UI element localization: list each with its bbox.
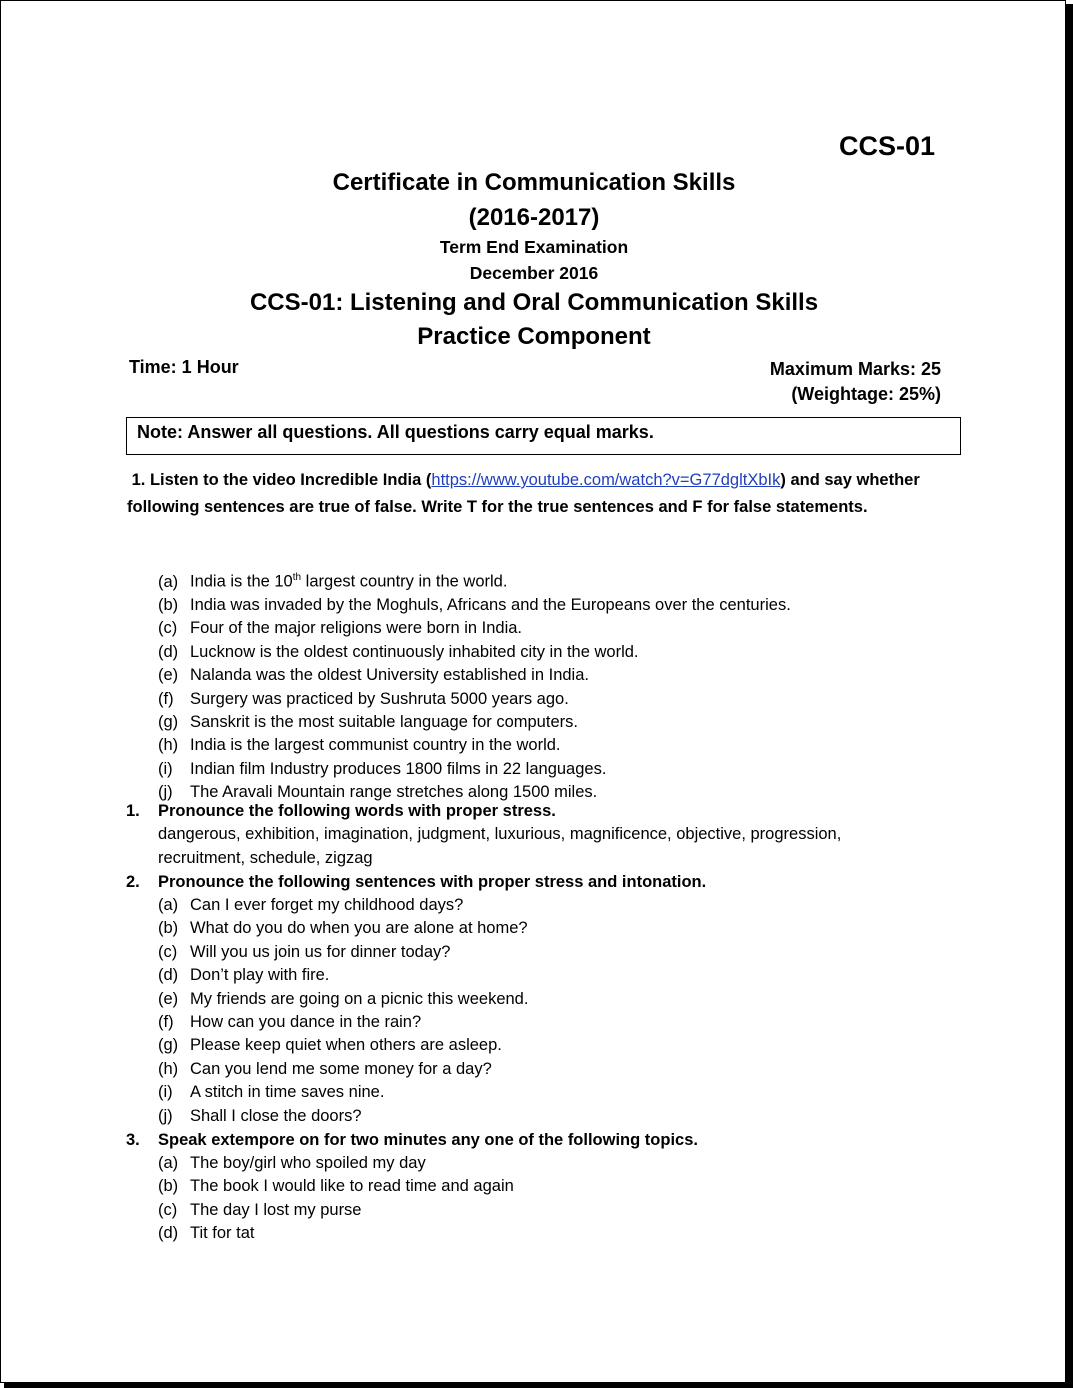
item-text: The day I lost my purse xyxy=(190,1200,362,1219)
item-label: (i) xyxy=(158,1083,173,1102)
list-item xyxy=(158,594,791,617)
item-label: (c) xyxy=(158,1200,178,1219)
item-text: Shall I close the doors? xyxy=(190,1106,362,1125)
word-list: dangerous, exhibition, imagination, judgment, luxurious, magnificence, objective, progression, recruitment, schedule, zigzag xyxy=(158,825,842,867)
item-text: Can I ever forget my childhood days? xyxy=(190,896,464,914)
item-label: (d) xyxy=(158,1224,179,1243)
list-item xyxy=(158,1081,528,1104)
item-text: The boy/girl who spoiled my day xyxy=(190,1154,426,1172)
item-label: (a) xyxy=(158,896,179,914)
list-item xyxy=(158,988,528,1011)
item-text: What do you do when you are alone at home? xyxy=(190,919,528,938)
exam-name: Term End Examination xyxy=(439,237,629,257)
question-heading: Pronounce the following words with proper stress. xyxy=(158,802,556,820)
video-link[interactable]: https://www.youtube.com/watch?v=G77dgltXbIk xyxy=(431,471,781,489)
list-item xyxy=(158,941,528,964)
weightage: (Weightage: 25%) xyxy=(791,384,941,404)
question-3 xyxy=(126,871,706,894)
document-title: Certificate in Communication Skills xyxy=(332,169,736,196)
item-label: (f) xyxy=(158,689,174,708)
item-label: (f) xyxy=(158,1013,174,1032)
item-text: Four of the major religions were born in India. xyxy=(190,619,522,638)
question-2 xyxy=(126,800,928,870)
item-text: Sanskrit is the most suitable language for computers. xyxy=(190,712,578,731)
item-text: Nalanda was the oldest University established in India. xyxy=(190,666,589,685)
marks-block xyxy=(770,357,941,407)
question-heading: Speak extempore on for two minutes any one of the following topics. xyxy=(158,1131,698,1149)
list-item: (a) India is the 10th largest country in the world. xyxy=(158,566,791,594)
item-label: (g) xyxy=(158,1036,179,1055)
item-label: (b) xyxy=(158,1177,179,1196)
list-item xyxy=(158,1222,514,1245)
list-item xyxy=(158,1105,528,1128)
question-heading: Pronounce the following sentences with proper stress and intonation. xyxy=(158,873,707,891)
question-1-intro-start: 1. Listen to the video Incredible India ( xyxy=(131,471,432,489)
maximum-marks: Maximum Marks: 25 xyxy=(769,359,941,379)
question-4-list xyxy=(158,1152,514,1246)
page-shadow-bottom xyxy=(4,1383,1073,1388)
item-label: (b) xyxy=(158,595,179,614)
list-item xyxy=(158,641,791,664)
exam-date: December 2016 xyxy=(469,263,599,283)
course-code: CCS-01 xyxy=(838,131,935,161)
item-text: Tit for tat xyxy=(190,1224,255,1243)
list-item xyxy=(158,1175,514,1198)
page-shadow-right xyxy=(1066,4,1073,1388)
item-text: Will you us join us for dinner today? xyxy=(190,942,451,961)
item-text: Indian film Industry produces 1800 films in 22 languages. xyxy=(190,759,607,778)
item-text: How can you dance in the rain? xyxy=(190,1013,422,1032)
list-item xyxy=(158,894,528,917)
question-number: 3. xyxy=(126,1131,140,1149)
item-label: (h) xyxy=(158,736,179,755)
course-title: CCS-01: Listening and Oral Communication Skills xyxy=(249,289,819,316)
item-label: (j) xyxy=(158,783,173,802)
question-4 xyxy=(126,1129,698,1152)
item-label: (h) xyxy=(158,1059,179,1078)
question-1-intro-end: ) and say whether following sentences are true of false. Write T for the true sentences and F for false statements. xyxy=(127,471,920,516)
list-item xyxy=(158,758,791,781)
item-text: Please keep quiet when others are asleep. xyxy=(190,1036,502,1055)
item-label: (b) xyxy=(158,919,179,938)
list-item xyxy=(158,617,791,640)
item-label: (a) xyxy=(158,572,179,591)
list-item xyxy=(158,1034,528,1057)
list-item xyxy=(158,1058,528,1081)
list-item xyxy=(158,964,528,987)
list-item xyxy=(158,917,528,940)
item-text: A stitch in time saves nine. xyxy=(190,1083,385,1102)
item-label: (c) xyxy=(158,619,178,638)
item-text: Don’t play with fire. xyxy=(190,966,330,985)
item-text: Lucknow is the oldest continuously inhabited city in the world. xyxy=(190,642,639,661)
item-text: Can you lend me some money for a day? xyxy=(190,1059,492,1078)
list-item xyxy=(158,711,791,734)
item-text: The Aravali Mountain range stretches along 1500 miles. xyxy=(190,783,598,802)
time-allowed: Time: 1 Hour xyxy=(129,357,239,377)
item-label: (a) xyxy=(158,1154,179,1172)
item-label: (d) xyxy=(158,642,179,661)
item-label: (g) xyxy=(158,712,179,731)
item-label: (e) xyxy=(158,666,179,685)
component-title: Practice Component xyxy=(417,323,651,350)
question-1-list xyxy=(158,566,791,805)
question-3-list xyxy=(158,894,528,1128)
item-text: The book I would like to read time and again xyxy=(190,1177,514,1196)
note-box: Note: Answer all questions. All questions carry equal marks. xyxy=(126,417,961,455)
item-text: India was invaded by the Moghuls, Africans and the Europeans over the centuries. xyxy=(190,595,791,614)
list-item xyxy=(158,1152,514,1175)
question-number: 2. xyxy=(126,873,140,891)
item-text: Surgery was practiced by Sushruta 5000 years ago. xyxy=(190,689,569,708)
list-item xyxy=(158,688,791,711)
list-item xyxy=(158,1011,528,1034)
list-item xyxy=(158,734,791,757)
item-text: My friends are going on a picnic this weekend. xyxy=(190,989,529,1008)
item-label: (c) xyxy=(158,942,178,961)
session-years: (2016-2017) xyxy=(468,204,600,231)
question-1-intro xyxy=(127,467,927,521)
item-label: (i) xyxy=(158,759,173,778)
question-number: 1. xyxy=(126,802,140,820)
list-item xyxy=(158,664,791,687)
item-label: (e) xyxy=(158,989,179,1008)
item-label: (d) xyxy=(158,966,179,985)
item-label: (j) xyxy=(158,1106,173,1125)
item-text: India is the largest communist country in the world. xyxy=(190,736,561,755)
list-item xyxy=(158,1199,514,1222)
